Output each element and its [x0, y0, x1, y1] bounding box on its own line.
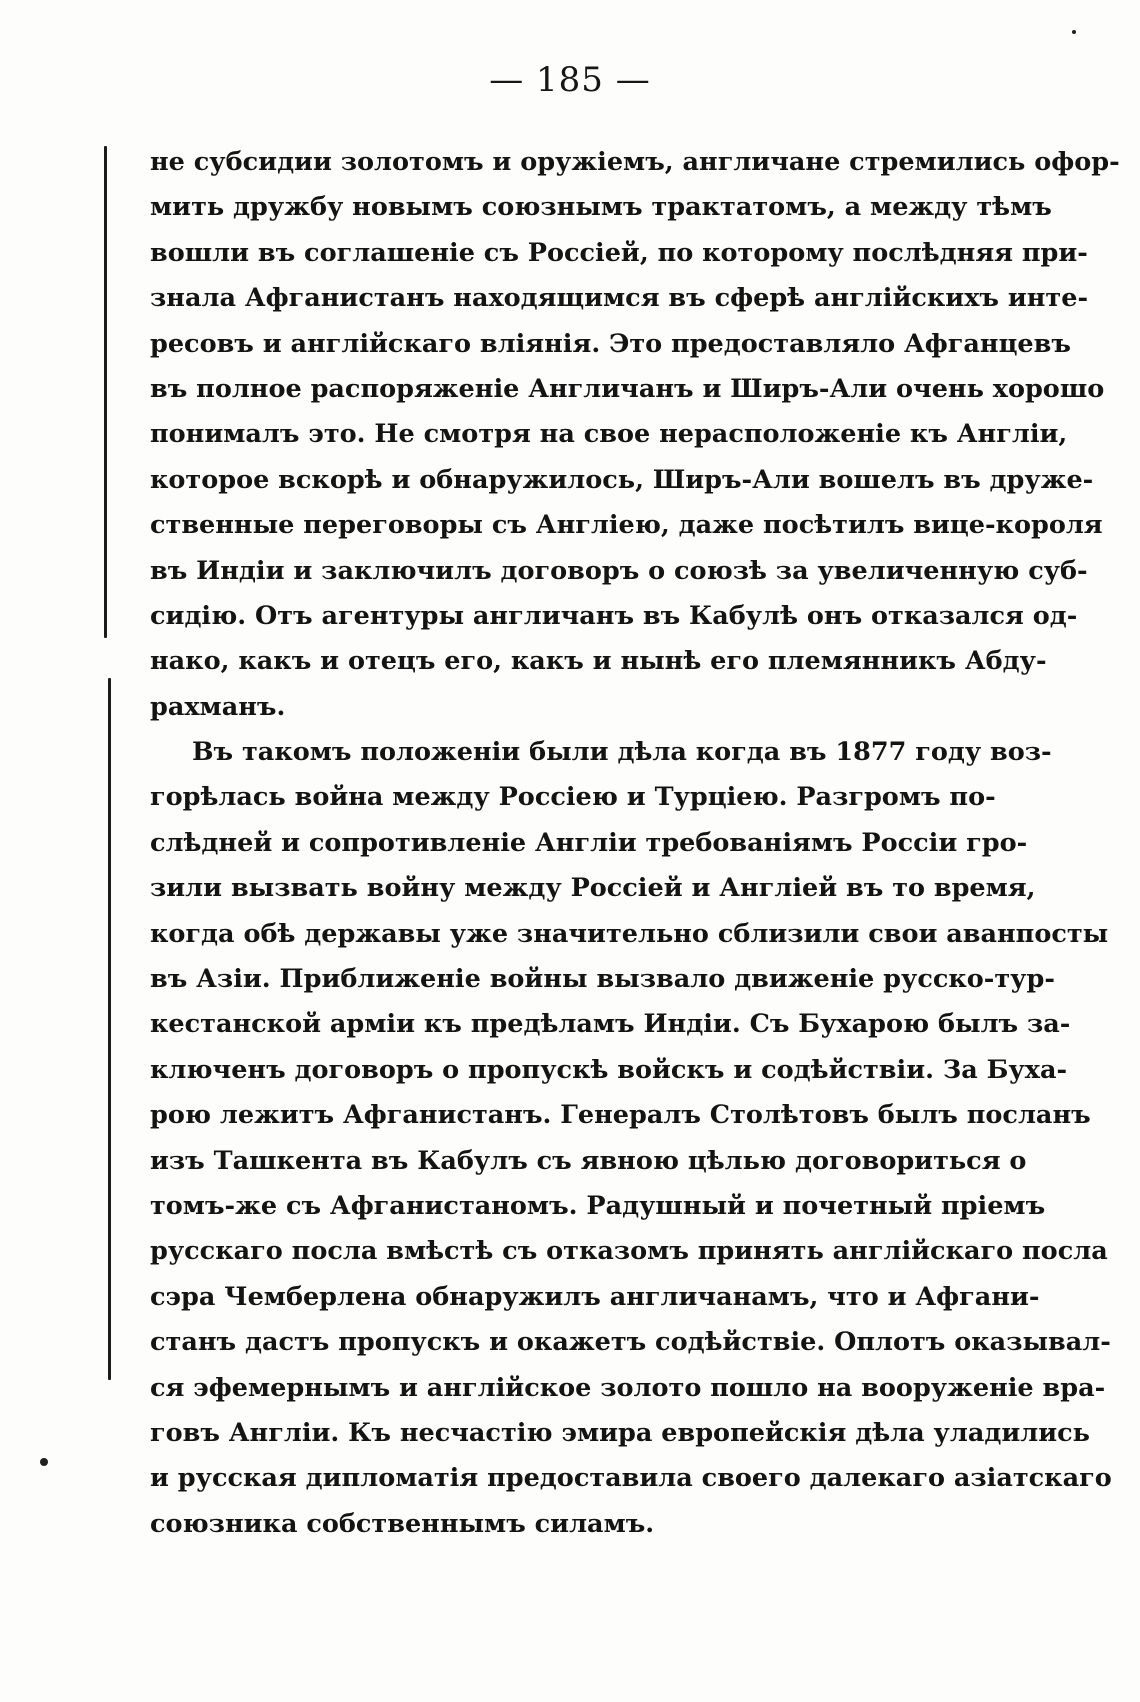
- text-line: ственные переговоры съ Англiею, даже посѣтилъ вице-короля: [150, 510, 1103, 541]
- paragraph-2: [150, 730, 1112, 1547]
- text-line: горѣлась война между Россiею и Турцiею. Разгромъ по-: [150, 782, 996, 813]
- text-line: изъ Ташкента въ Кабулъ съ явною цѣлью договориться о: [150, 1145, 1027, 1176]
- text-line: русскаго посла вмѣстѣ съ отказомъ принять англiйскаго посла: [150, 1236, 1108, 1267]
- text-line: въ Индiи и заключилъ договоръ о союзѣ за увеличенную суб-: [150, 555, 1088, 586]
- text-line: рахманъ.: [150, 691, 286, 722]
- paragraph-1: [150, 140, 1120, 730]
- text-line: въ полное распоряженiе Англичанъ и Ширъ-Али очень хорошо: [150, 373, 1105, 404]
- text-line: ресовъ и англiйскаго влiянiя. Это предоставляло Афганцевъ: [150, 328, 1071, 359]
- page-number: — 185 —: [489, 60, 651, 100]
- text-line: томъ-же съ Афганистаномъ. Радушный и почетный прiемъ: [150, 1190, 1046, 1221]
- text-line: вошли въ соглашенiе съ Россiей, по которому послѣдняя при-: [150, 237, 1088, 268]
- text-line: и русская дипломатiя предоставила своего далекаго азiатскаго: [150, 1463, 1112, 1494]
- text-line: въ Азiи. Приближенiе войны вызвало движенiе русско-тур-: [150, 964, 1055, 995]
- margin-mark-top: [104, 146, 107, 638]
- text-line: кестанской армiи къ предѣламъ Индiи. Съ Бухарою былъ за-: [150, 1009, 1071, 1040]
- body-text: [150, 140, 1120, 1547]
- text-line: зили вызвать войну между Россiей и Англiей въ то время,: [150, 873, 1036, 904]
- text-line: слѣдней и сопротивленiе Англiи требованiямъ Россiи гро-: [150, 827, 1028, 858]
- text-line: нако, какъ и отецъ его, какъ и нынѣ его племянникъ Абду-: [150, 646, 1047, 677]
- text-line: сидiю. Отъ агентуры англичанъ въ Кабулѣ онъ отказался од-: [150, 600, 1078, 631]
- margin-dot: [40, 1458, 48, 1466]
- text-line: понималъ это. Не смотря на свое нерасположенiе къ Англiи,: [150, 419, 1068, 450]
- text-line: ся эфемернымъ и англiйское золото пошло на вооруженiе вра-: [150, 1372, 1106, 1403]
- text-line: станъ дастъ пропускъ и окажетъ содѣйствiе. Оплотъ оказывал-: [150, 1327, 1111, 1358]
- text-line: говъ Англiи. Къ несчастiю эмира европейскiя дѣла уладились: [150, 1417, 1090, 1448]
- text-line: мить дружбу новымъ союзнымъ трактатомъ, а между тѣмъ: [150, 192, 1052, 223]
- margin-mark-bottom: [108, 678, 111, 1380]
- text-line: рою лежитъ Афганистанъ. Генералъ Столѣтовъ былъ посланъ: [150, 1100, 1091, 1131]
- text-line: знала Афганистанъ находящимся въ сферѣ англiйскихъ инте-: [150, 283, 1089, 314]
- text-line: Въ такомъ положенiи были дѣла когда въ 1877 году воз-: [192, 737, 1052, 768]
- text-line: сэра Чемберлена обнаружилъ англичанамъ, что и Афгани-: [150, 1281, 1040, 1312]
- text-line: ключенъ договоръ о пропускѣ войскъ и содѣйствiи. За Буха-: [150, 1054, 1068, 1085]
- text-line: союзника собственнымъ силамъ.: [150, 1508, 655, 1539]
- corner-dot: [1072, 30, 1076, 34]
- text-line: которое вскорѣ и обнаружилось, Ширъ-Али вошелъ въ друже-: [150, 464, 1094, 495]
- text-line: не субсидии золотомъ и оружiемъ, англичане стремились офор-: [150, 147, 1120, 177]
- text-line: когда обѣ державы уже значительно сблизили свои аванпосты: [150, 918, 1109, 949]
